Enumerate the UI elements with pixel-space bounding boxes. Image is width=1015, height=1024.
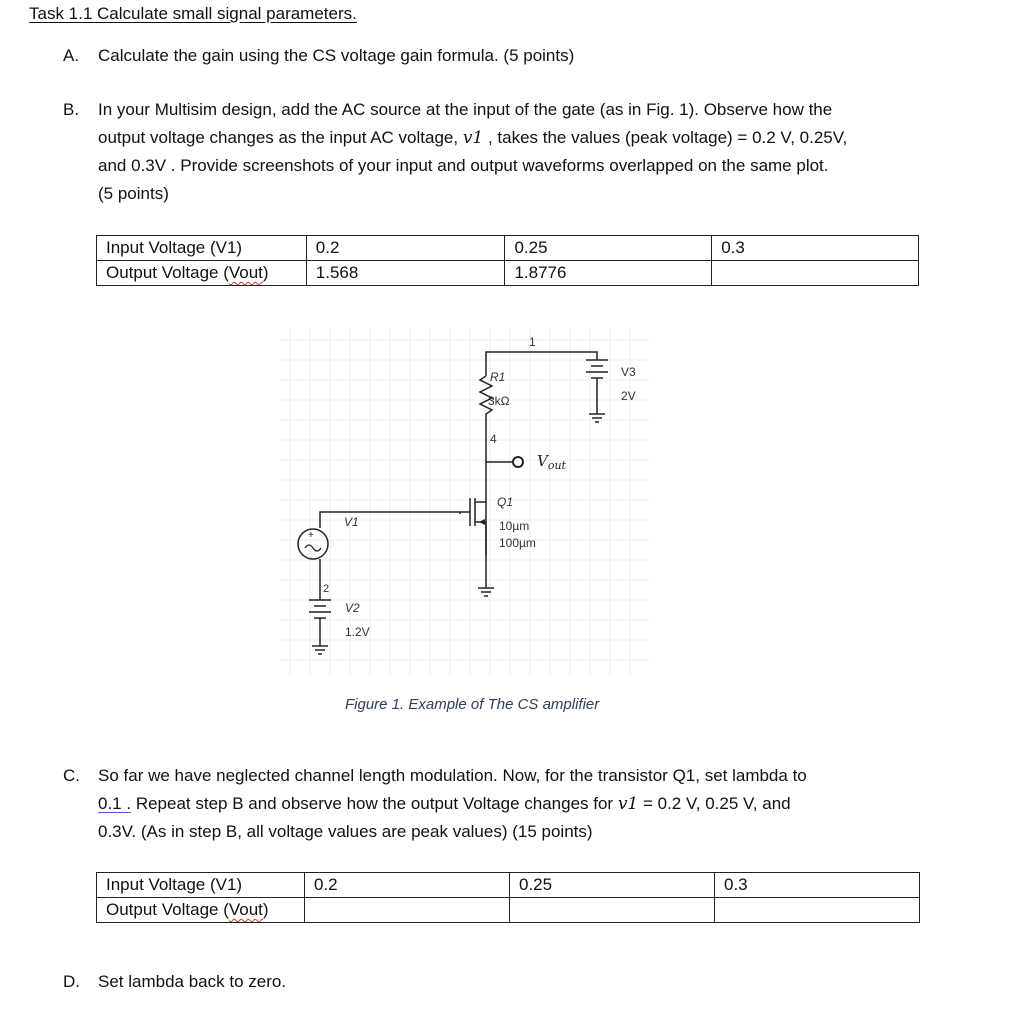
table-cell: 0.3: [712, 236, 919, 261]
text-line: In your Multisim design, add the AC source at the input of the gate (as in Fig. 1). Observe how the: [98, 100, 833, 119]
sine-icon: [305, 545, 321, 551]
r1-value: 3kΩ: [488, 394, 510, 408]
task-title: Task 1.1 Calculate small signal parameters.: [29, 4, 357, 23]
cs-amplifier-schematic: [280, 330, 660, 690]
table-cell: 0.25: [505, 236, 712, 261]
v1-name: V1: [344, 515, 359, 529]
table-cell: Input Voltage (V1): [97, 236, 307, 261]
vout-terminal-icon: [513, 457, 523, 467]
item-letter: C.: [63, 766, 80, 785]
table-row: [97, 898, 920, 923]
item-b-text: [98, 96, 847, 207]
node-label-4: 4: [490, 432, 497, 446]
spellcheck-word: Vout: [228, 263, 263, 282]
table-cell: 0.25: [510, 873, 715, 898]
text-line: output voltage changes as the input AC voltage, v1 , takes the values (peak voltage) = 0.2 V, 0.25V,: [98, 127, 848, 148]
table-cell: Output Voltage (Vout): [97, 261, 307, 286]
item-letter: B.: [63, 100, 80, 119]
q1-mosfet-icon: [460, 498, 486, 588]
spellcheck-word: Vout: [228, 900, 263, 919]
table-cell: 1.568: [306, 261, 505, 286]
table-cell: Output Voltage (Vout): [97, 898, 305, 923]
text-line: 0.3V. (As in step B, all voltage values are peak values) (15 points): [98, 822, 593, 841]
item-letter: A.: [63, 46, 80, 65]
text-line: So far we have neglected channel length modulation. Now, for the transistor Q1, set lambda to: [98, 766, 807, 785]
item-d-text: Set lambda back to zero.: [98, 972, 287, 991]
v2-value: 1.2V: [345, 625, 370, 639]
figure-caption: Figure 1. Example of The CS amplifier: [345, 696, 600, 713]
item-a-text: Calculate the gain using the CS voltage gain formula. (5 points): [98, 46, 575, 65]
table-cell: 1.8776: [505, 261, 712, 286]
table-cell: 0.2: [306, 236, 505, 261]
v2-battery-icon: [309, 600, 331, 654]
table-cell: 0.2: [305, 873, 510, 898]
table-row: [97, 236, 919, 261]
plus-sign: +: [308, 530, 314, 541]
table-cell: [510, 898, 715, 923]
results-table-1: [96, 235, 919, 286]
schematic-grid: [280, 330, 650, 675]
math-variable: v1: [462, 127, 484, 148]
table-cell: [712, 261, 919, 286]
table-row: [97, 873, 920, 898]
text-line: 0.1 . Repeat step B and observe how the output Voltage changes for v1 = 0.2 V, 0.25 V, and: [98, 793, 791, 814]
table-cell: [715, 898, 920, 923]
v2-name: V2: [345, 601, 360, 615]
math-variable: v1: [617, 793, 639, 814]
text-line: (5 points): [98, 183, 169, 203]
results-table-2: [96, 872, 920, 923]
item-c-text: [98, 762, 807, 846]
ground-icon: [478, 588, 494, 596]
v3-value: 2V: [621, 389, 636, 403]
r1-name: R1: [490, 370, 506, 384]
vout-label: $V_{out}$: [537, 452, 566, 472]
v3-name: V3: [621, 365, 636, 379]
table-cell: 0.3: [715, 873, 920, 898]
node-label-2: 2: [323, 583, 330, 595]
q1-name: Q1: [497, 495, 514, 509]
q1-length: 100µm: [499, 536, 536, 550]
lambda-value: 0.1 .: [98, 793, 132, 813]
v3-battery-icon: [586, 360, 608, 422]
q1-width: 10µm: [499, 519, 530, 533]
item-letter: D.: [63, 972, 80, 991]
node-label-1: 1: [529, 335, 536, 349]
table-cell: Input Voltage (V1): [97, 873, 305, 898]
table-row: [97, 261, 919, 286]
text-line: and 0.3V . Provide screenshots of your input and output waveforms overlapped on the same plot.: [98, 156, 829, 175]
table-cell: [305, 898, 510, 923]
